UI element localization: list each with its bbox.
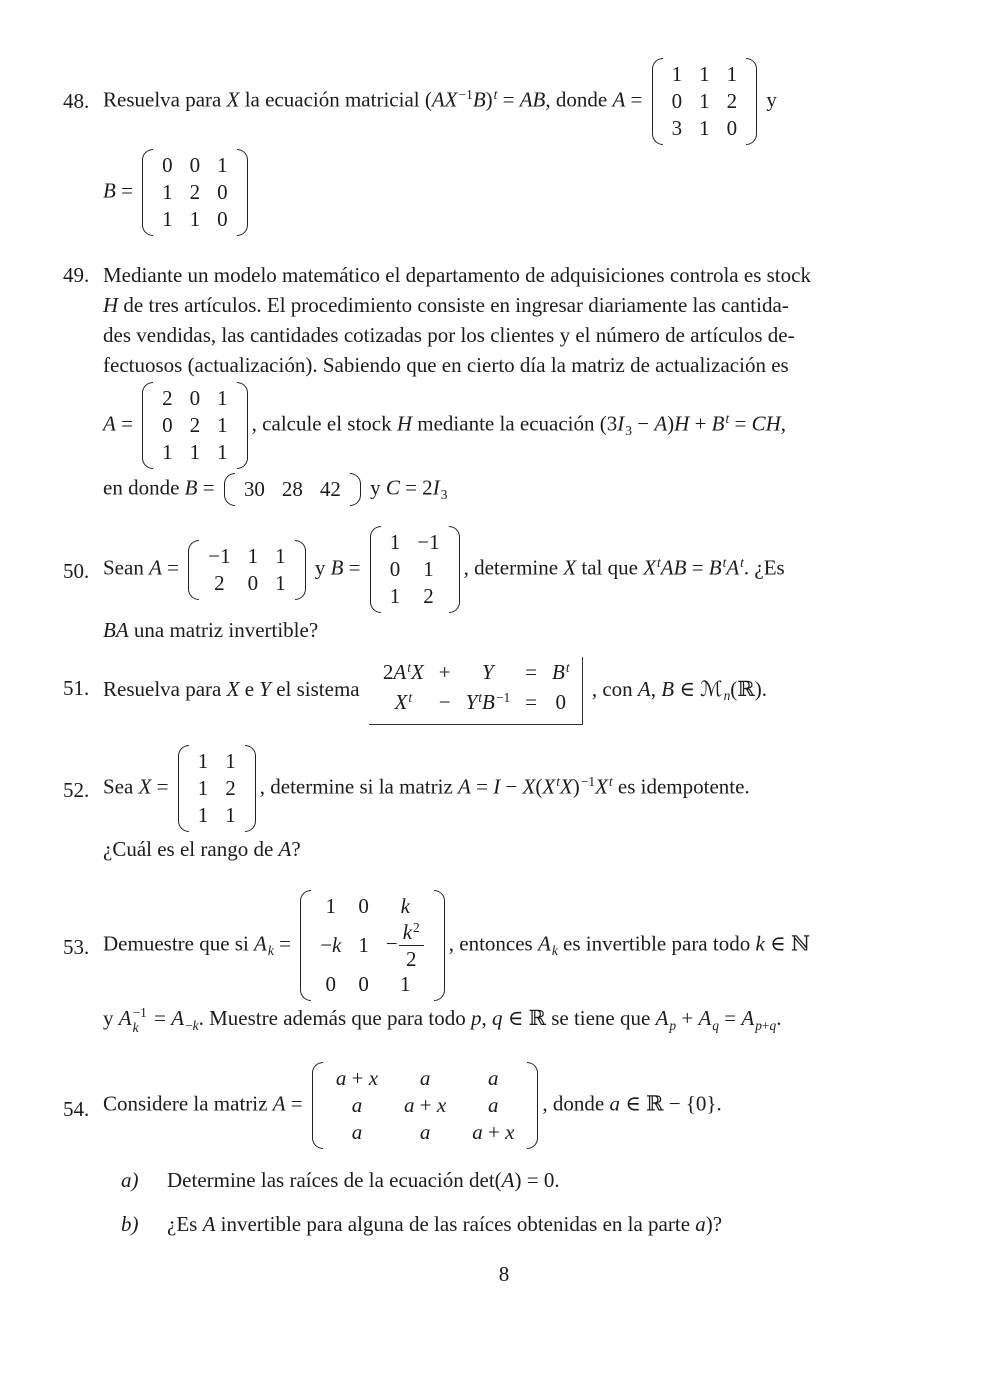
left-paren [188, 540, 199, 600]
right-paren [746, 58, 757, 145]
problem-number: 51. [63, 676, 90, 700]
left-paren [652, 58, 663, 145]
matrix-cell: 1 [162, 440, 173, 464]
right-paren [527, 1062, 538, 1149]
problem-text: Resuelva para X la ecuación matricial $(AX^{-1}B)^t$ = AB, donde A = 1 1 1 0 1 2 3 1 0 y B = 0 0 1 1 2 0 1 1 0 [103, 56, 945, 238]
matrix-cell: 0 [162, 153, 173, 177]
matrix-cell: 42 [319, 477, 341, 501]
matrix [224, 473, 361, 506]
matrix-cell: 0 [217, 180, 228, 204]
matrix-cell: 2 [214, 570, 225, 595]
matrix-cell: 1 [225, 749, 236, 773]
matrix-cell: − $\frac{k^2}{2}$ [386, 920, 425, 971]
matrix-cell: a + x [472, 1119, 515, 1144]
right-paren [350, 473, 361, 506]
system-cell: $X^t$ [394, 689, 413, 714]
system-cell: $2A^tX$ [382, 659, 424, 684]
matrix [312, 1062, 539, 1149]
problem-text: Resuelva para X e Y el sistema $2A^tX$ + Y = $B^t$ $X^t$ − $Y^tB^{-1}$ = 0 , con A, B ∈ ℳ$_n$(ℝ). [103, 657, 945, 725]
matrix-cell: a + x [335, 1065, 379, 1090]
matrix-cell: 1 [671, 62, 683, 86]
matrix-cell: 1 [162, 207, 173, 231]
matrix-cell: 0 [162, 413, 173, 437]
matrix-cell: 1 [275, 543, 286, 568]
matrix-cell: 1 [275, 570, 286, 595]
matrix-cell: 1 [699, 116, 710, 140]
matrix-cell: 0 [189, 153, 201, 177]
problem-text: Sean A = −1 1 1 2 0 1 y B = 1 −1 0 1 1 2 , determine X tal que $X^tAB = B^tA^t$. ¿Es BA una matriz invertible? [103, 524, 945, 645]
matrix [300, 890, 445, 1001]
subitem-text: ¿Es A invertible para alguna de las raíces obtenidas en la parte a)? [167, 1211, 723, 1236]
right-paren [295, 540, 306, 600]
problem-number: 54. [63, 1096, 90, 1121]
matrix-cell: 1 [699, 62, 710, 86]
matrix-cell: 1 [197, 749, 209, 773]
problem-number: 48. [63, 89, 90, 113]
matrix-cell: 0 [325, 972, 337, 997]
matrix-cell: a [488, 1092, 499, 1117]
problem-51 [63, 657, 945, 725]
problem-text: Sea X = 1 1 1 2 1 1 , determine si la matriz $A = I - X(X^tX)^{-1}X^t$ es idempotente. ¿Cuál es el rango de A? [103, 743, 945, 864]
matrix-cell: 1 [423, 557, 434, 581]
left-paren [370, 526, 381, 613]
system-cell: Y [482, 660, 494, 684]
problem-50 [63, 524, 945, 645]
equation-system [369, 657, 583, 725]
matrix-cell: a + x [404, 1092, 447, 1117]
subitem-label: a) [121, 1167, 139, 1192]
subitem-a [121, 1165, 945, 1195]
matrix-cell: 1 [325, 894, 337, 918]
matrix-cell: 1 [247, 543, 259, 568]
problem-number: 52. [63, 778, 90, 802]
right-paren [449, 526, 460, 613]
matrix-cell: 1 [389, 530, 401, 554]
problem-body [103, 1060, 945, 1249]
system-cell: 0 [555, 690, 567, 714]
problem-53 [63, 888, 945, 1036]
matrix-cell: 2 [162, 386, 173, 410]
problem-text: Demuestre que si $A_k$ = 1 0 k −k 1 − $\frac{k^2}{2}$ 0 0 1 , entonces $A_k$ es invertible para todo k ∈ ℕ y A −1 k = $A_{-k}$. Muestre además que para todo p, q ∈ ℝ se tiene que $A_p + A_q = A_{p+q}$. [103, 888, 945, 1036]
system-cell: − [438, 690, 451, 714]
left-paren [300, 890, 311, 1001]
subitem-label: b) [121, 1211, 139, 1236]
matrix-cell: 1 [217, 386, 228, 410]
matrix [370, 526, 460, 613]
matrix-cell: 2 [189, 413, 201, 437]
matrix [142, 149, 248, 236]
matrix-cell: 1 [400, 972, 411, 997]
matrix-cell: 30 [243, 477, 265, 501]
matrix-cell: 1 [217, 440, 228, 464]
matrix-cell: 0 [358, 972, 369, 997]
page-number: 8 [498, 1262, 510, 1286]
left-paren [142, 382, 153, 469]
matrix-cell: 1 [197, 776, 209, 800]
system-cell: $B^t$ [552, 659, 570, 684]
problem-number: 50. [63, 559, 90, 583]
matrix-cell: 3 [671, 116, 683, 140]
system-cell: = [525, 660, 538, 684]
matrix-cell: a [419, 1065, 431, 1090]
right-paren [245, 745, 256, 832]
matrix-cell: 0 [358, 894, 369, 918]
fraction: $\frac{k^2}{2}$ [399, 920, 424, 971]
matrix-cell: 1 [389, 584, 401, 608]
matrix-cell: 1 [162, 180, 173, 204]
matrix-cell: 28 [281, 477, 303, 501]
matrix-cell: 2 [225, 776, 236, 800]
left-paren [142, 149, 153, 236]
matrix-cell: 2 [726, 89, 738, 113]
problem-49 [63, 260, 945, 508]
right-paren [434, 890, 445, 1001]
matrix [652, 58, 758, 145]
matrix [178, 745, 256, 832]
subitem-text: Determine las raíces de la ecuación det(A) = 0. [167, 1167, 560, 1192]
problem-text: Mediante un modelo matemático el departamento de adquisiciones controla es stock H de tres artículos. El procedimiento consiste en ingresar diariamente las cantida- des vendidas, las cantidades cotizadas por los clientes y el número de artículos de- fectuosos (actualización). Sabiendo que en cierto día la matriz de actualización es A = 2 0 1 0 2 1 1 1 1 , calcule el stock H mediante la ecuación $(3I_3 - A)H + B^t$ = CH, en donde B = 30 28 42 y $C = 2I_3$ [103, 260, 945, 508]
system-cell: + [438, 660, 451, 684]
matrix-cell: a [351, 1092, 363, 1117]
system-cell: = [525, 690, 538, 714]
matrix [188, 540, 305, 600]
matrix-cell: 0 [671, 89, 683, 113]
matrix-cell: 1 [189, 440, 201, 464]
matrix-cell: −1 [417, 530, 440, 554]
matrix [142, 382, 248, 469]
matrix-cell: 1 [225, 803, 236, 827]
matrix-cell: 0 [389, 557, 401, 581]
problem-list [63, 56, 945, 1249]
matrix-cell: 1 [358, 933, 369, 958]
matrix-cell: k [400, 894, 410, 918]
matrix-cell: 1 [197, 803, 209, 827]
problem-52 [63, 743, 945, 864]
matrix-cell: 1 [217, 153, 228, 177]
right-paren [237, 382, 248, 469]
left-paren [178, 745, 189, 832]
left-paren [312, 1062, 323, 1149]
matrix-cell: a [419, 1119, 431, 1144]
problem-number: 49. [63, 263, 90, 287]
system-cell: $Y^tB^{-1}$ [465, 689, 511, 714]
right-paren [237, 149, 248, 236]
matrix-cell: 1 [189, 207, 201, 231]
problem-number: 53. [63, 935, 90, 959]
left-paren [224, 473, 235, 506]
matrix-cell: 0 [189, 386, 201, 410]
problem-text: Considere la matriz A = a + x a a a a + x a a a a + x , donde a ∈ ℝ − {0}. [103, 1060, 945, 1151]
matrix-cell: a [351, 1119, 363, 1144]
matrix-cell: 1 [726, 62, 738, 86]
matrix-cell: −k [320, 933, 342, 958]
script-letter: ℳ [700, 676, 723, 701]
matrix-cell: −1 [208, 543, 231, 568]
subitem-b [121, 1209, 945, 1239]
matrix-cell: a [488, 1065, 499, 1090]
matrix-cell: 0 [247, 570, 259, 595]
problem-54 [63, 1060, 945, 1249]
problem-48 [63, 56, 945, 238]
matrix-cell: 0 [726, 116, 738, 140]
matrix-cell: 0 [217, 207, 228, 231]
matrix-cell: 1 [699, 89, 710, 113]
matrix-cell: 1 [217, 413, 228, 437]
matrix-cell: 2 [423, 584, 434, 608]
matrix-cell: 2 [189, 180, 201, 204]
